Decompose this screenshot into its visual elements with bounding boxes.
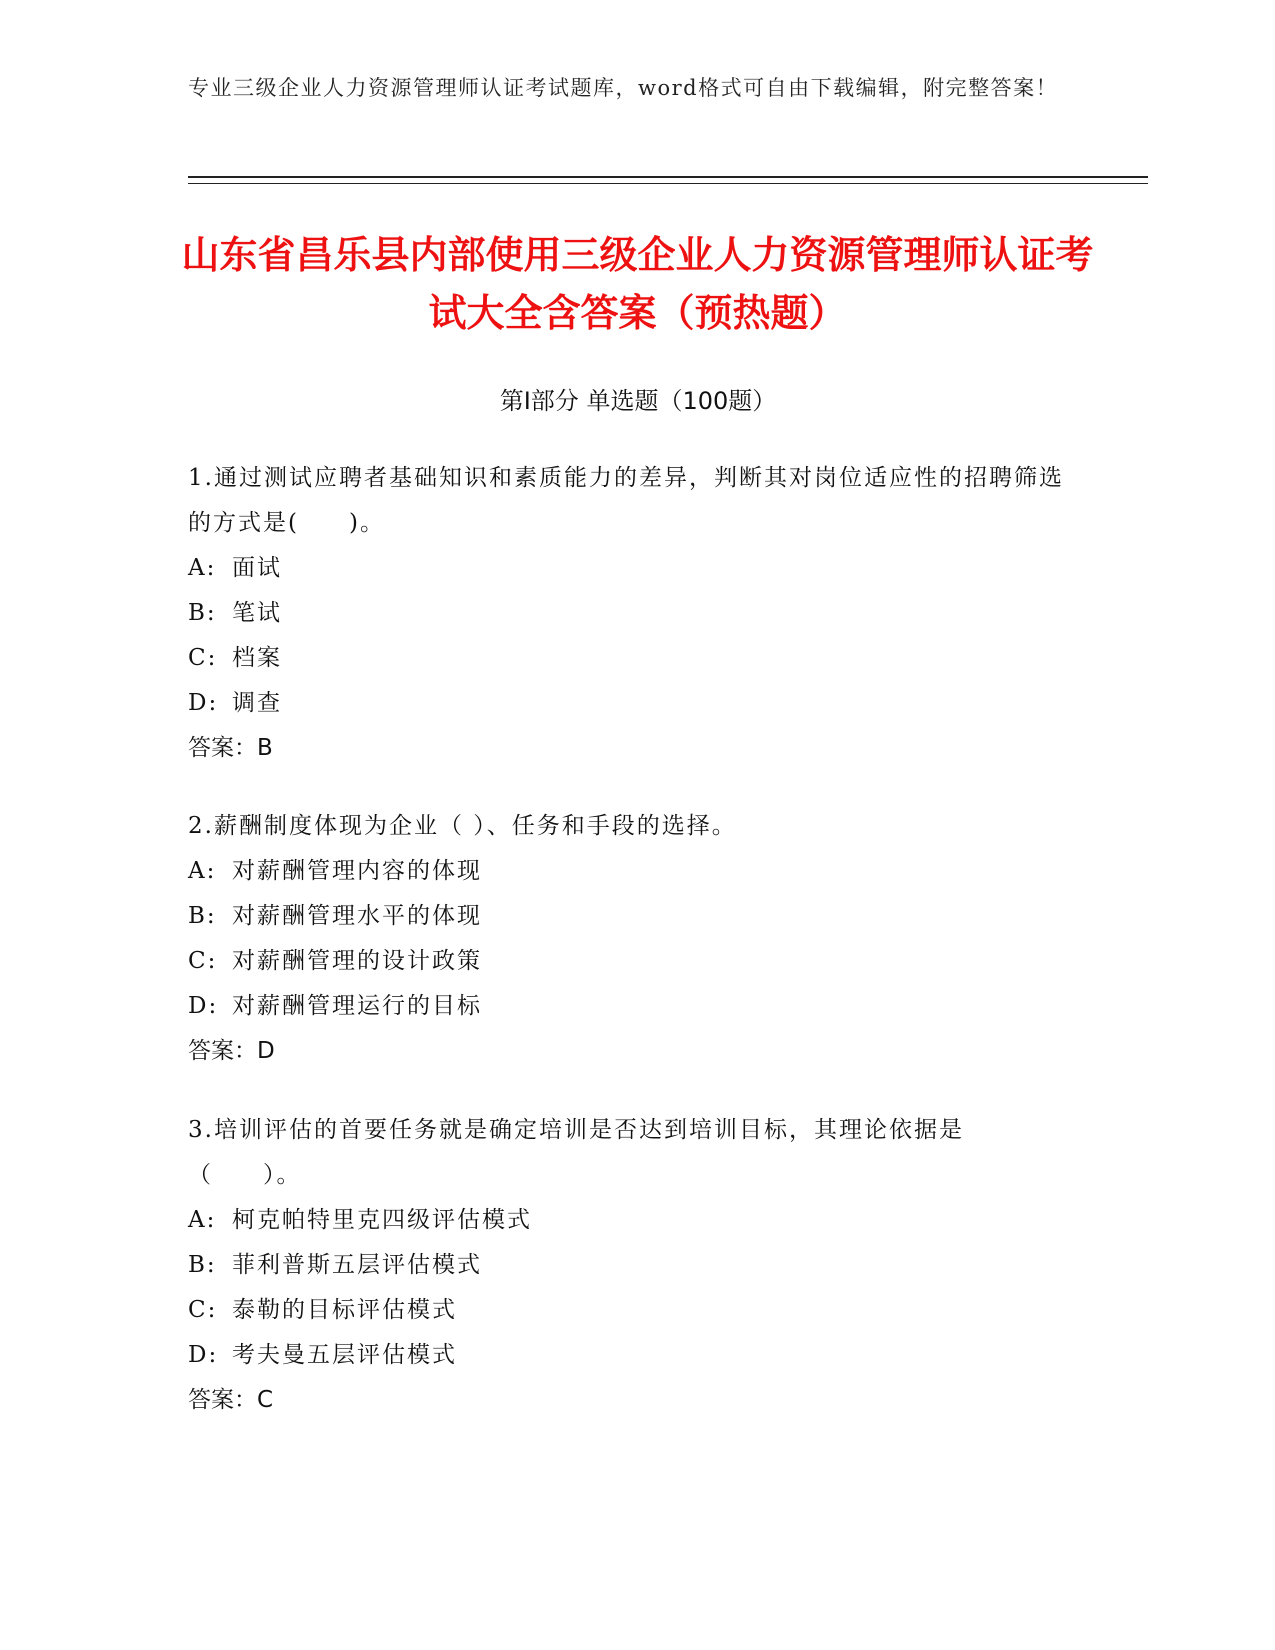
- document-title: 山东省昌乐县内部使用三级企业人力资源管理师认证考试大全含答案（预热题）: [181, 233, 1094, 335]
- answer: 答案：D: [188, 1038, 275, 1064]
- header-rule-thick: [188, 176, 1148, 178]
- option-key: B:: [188, 1252, 217, 1278]
- option-a: [188, 546, 1068, 591]
- option-key: D:: [188, 690, 219, 716]
- section-title: 第Ⅰ部分 单选题（100题）: [499, 387, 777, 415]
- option-text: 泰勒的目标评估模式: [232, 1297, 457, 1323]
- option-b: [188, 1243, 1068, 1288]
- option-key: D:: [188, 1342, 219, 1368]
- option-c: [188, 939, 1068, 984]
- option-b: [188, 894, 1068, 939]
- option-key: D:: [188, 993, 219, 1019]
- option-a: [188, 849, 1068, 894]
- option-key: A:: [188, 555, 217, 581]
- question-text: 3.培训评估的首要任务就是确定培训是否达到培训目标，其理论依据是（ ）。: [188, 1117, 964, 1188]
- option-key: A:: [188, 1207, 217, 1233]
- option-text: 考夫曼五层评估模式: [232, 1342, 457, 1368]
- option-text: 调查: [232, 690, 282, 716]
- option-text: 对薪酬管理的设计政策: [232, 948, 482, 974]
- question-text: 1.通过测试应聘者基础知识和素质能力的差异，判断其对岗位适应性的招聘筛选的方式是( )。: [188, 465, 1064, 536]
- question-1: [188, 456, 1068, 771]
- option-d: [188, 984, 1068, 1029]
- question-text: 2.薪酬制度体现为企业（ ）、任务和手段的选择。: [188, 813, 737, 839]
- option-d: [188, 1333, 1068, 1378]
- option-key: C:: [188, 1297, 218, 1323]
- option-text: 对薪酬管理水平的体现: [232, 903, 482, 929]
- option-key: B:: [188, 600, 217, 626]
- option-c: [188, 636, 1068, 681]
- option-key: C:: [188, 948, 218, 974]
- option-text: 菲利普斯五层评估模式: [232, 1252, 482, 1278]
- answer: 答案：C: [188, 1387, 274, 1413]
- option-c: [188, 1288, 1068, 1333]
- question-2: [188, 804, 1068, 1074]
- answer: 答案：B: [188, 735, 273, 761]
- option-text: 对薪酬管理运行的目标: [232, 993, 482, 1019]
- option-text: 面试: [232, 555, 282, 581]
- header-note: 专业三级企业人力资源管理师认证考试题库，word格式可自由下载编辑，附完整答案！: [188, 76, 1059, 100]
- option-d: [188, 681, 1068, 726]
- option-text: 档案: [232, 645, 282, 671]
- option-text: 柯克帕特里克四级评估模式: [232, 1207, 532, 1233]
- option-key: B:: [188, 903, 217, 929]
- option-key: C:: [188, 645, 218, 671]
- option-text: 对薪酬管理内容的体现: [232, 858, 482, 884]
- option-a: [188, 1198, 1068, 1243]
- header-rule-thin: [188, 183, 1148, 184]
- option-b: [188, 591, 1068, 636]
- question-3: [188, 1108, 1068, 1423]
- option-key: A:: [188, 858, 217, 884]
- option-text: 笔试: [232, 600, 282, 626]
